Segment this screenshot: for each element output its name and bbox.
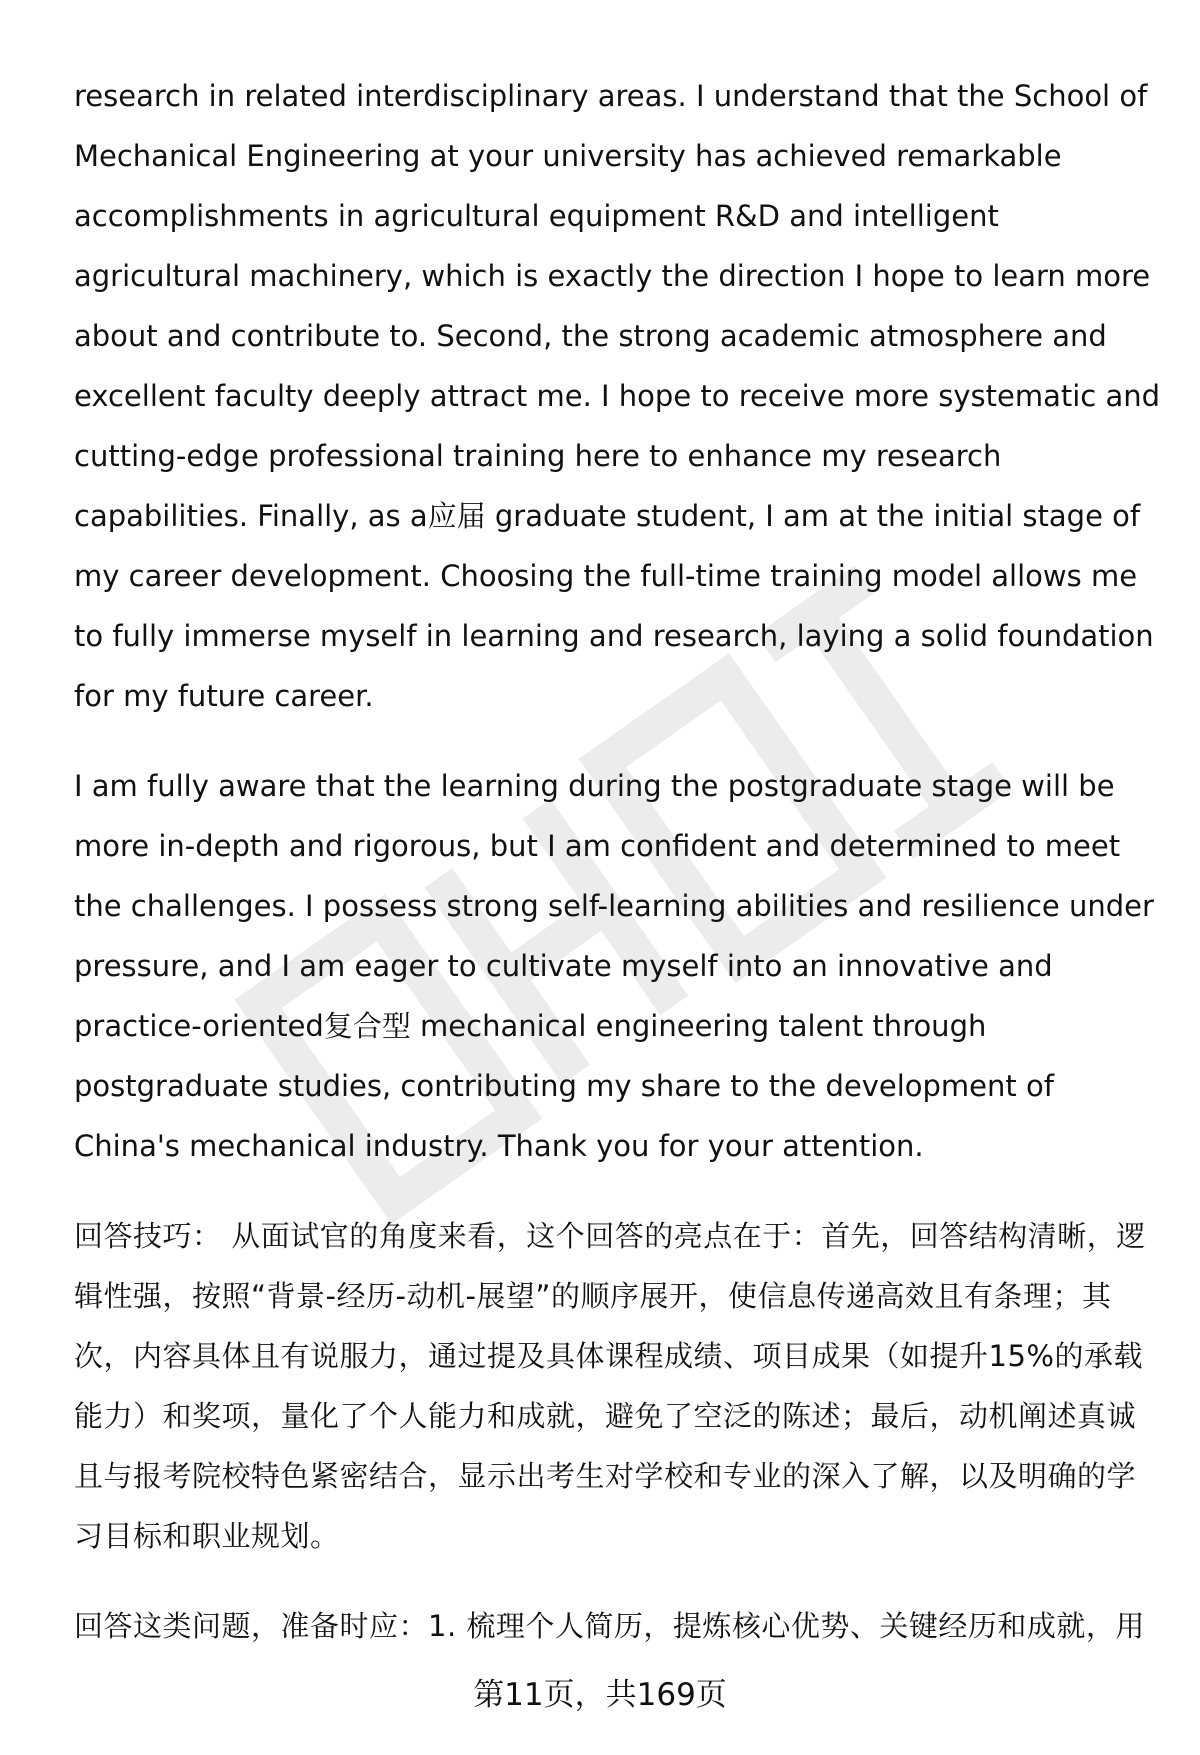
document-body [74, 66, 1164, 1656]
preparation-paragraph: 回答这类问题，准备时应：1. 梳理个人简历，提炼核心优势、关键经历和成就，用 [74, 1609, 1145, 1643]
answer-tips-paragraph: 回答技巧： 从面试官的角度来看，这个回答的亮点在于：首先，回答结构清晰，逻辑性强，按照“背景-经历-动机-展望”的顺序展开，使信息传递高效且有条理；其次，内容具体且有说服力，通过提及具体课程成绩、项目成果（如提升15%的承载能力）和奖项，量化了个人能力和成就，避免了空泛的陈述；最后，动机阐述真诚且与报考院校特色紧密结合，显示出考生对学校和专业的深入了解，以及明确的学习目标和职业规划。 [74, 1219, 1146, 1553]
page-number: 第11页，共169页 [473, 1677, 727, 1713]
paragraph-closing: I am fully aware that the learning during the postgraduate stage will be more in-depth and rigorous, but I am confident and determined to meet the challenges. I possess strong self-learning abilities and resilience under pressure, and I am eager to cultivate myself into an innovative and practice-oriented复合型 mechanical engineering talent through postgraduate studies, contributing my share to the development of China's mechanical industry. Thank you for your attention. [74, 769, 1154, 1163]
paragraph-motivation: research in related interdisciplinary areas. I understand that the School of Mechanical Engineering at your university has achieved remarkable accomplishments in agricultural equipment R&D and intelligent agricultural machinery, which is exactly the direction I hope to learn more about and contribute to. Second, the strong academic atmosphere and excellent faculty deeply attract me. I hope to receive more systematic and cutting-edge professional training here to enhance my research capabilities. Finally, as a应届 graduate student, I am at the initial stage of my career development. Choosing the full-time training model allows me to fully immerse myself in learning and research, laying a solid foundation for my future career. [74, 79, 1160, 713]
